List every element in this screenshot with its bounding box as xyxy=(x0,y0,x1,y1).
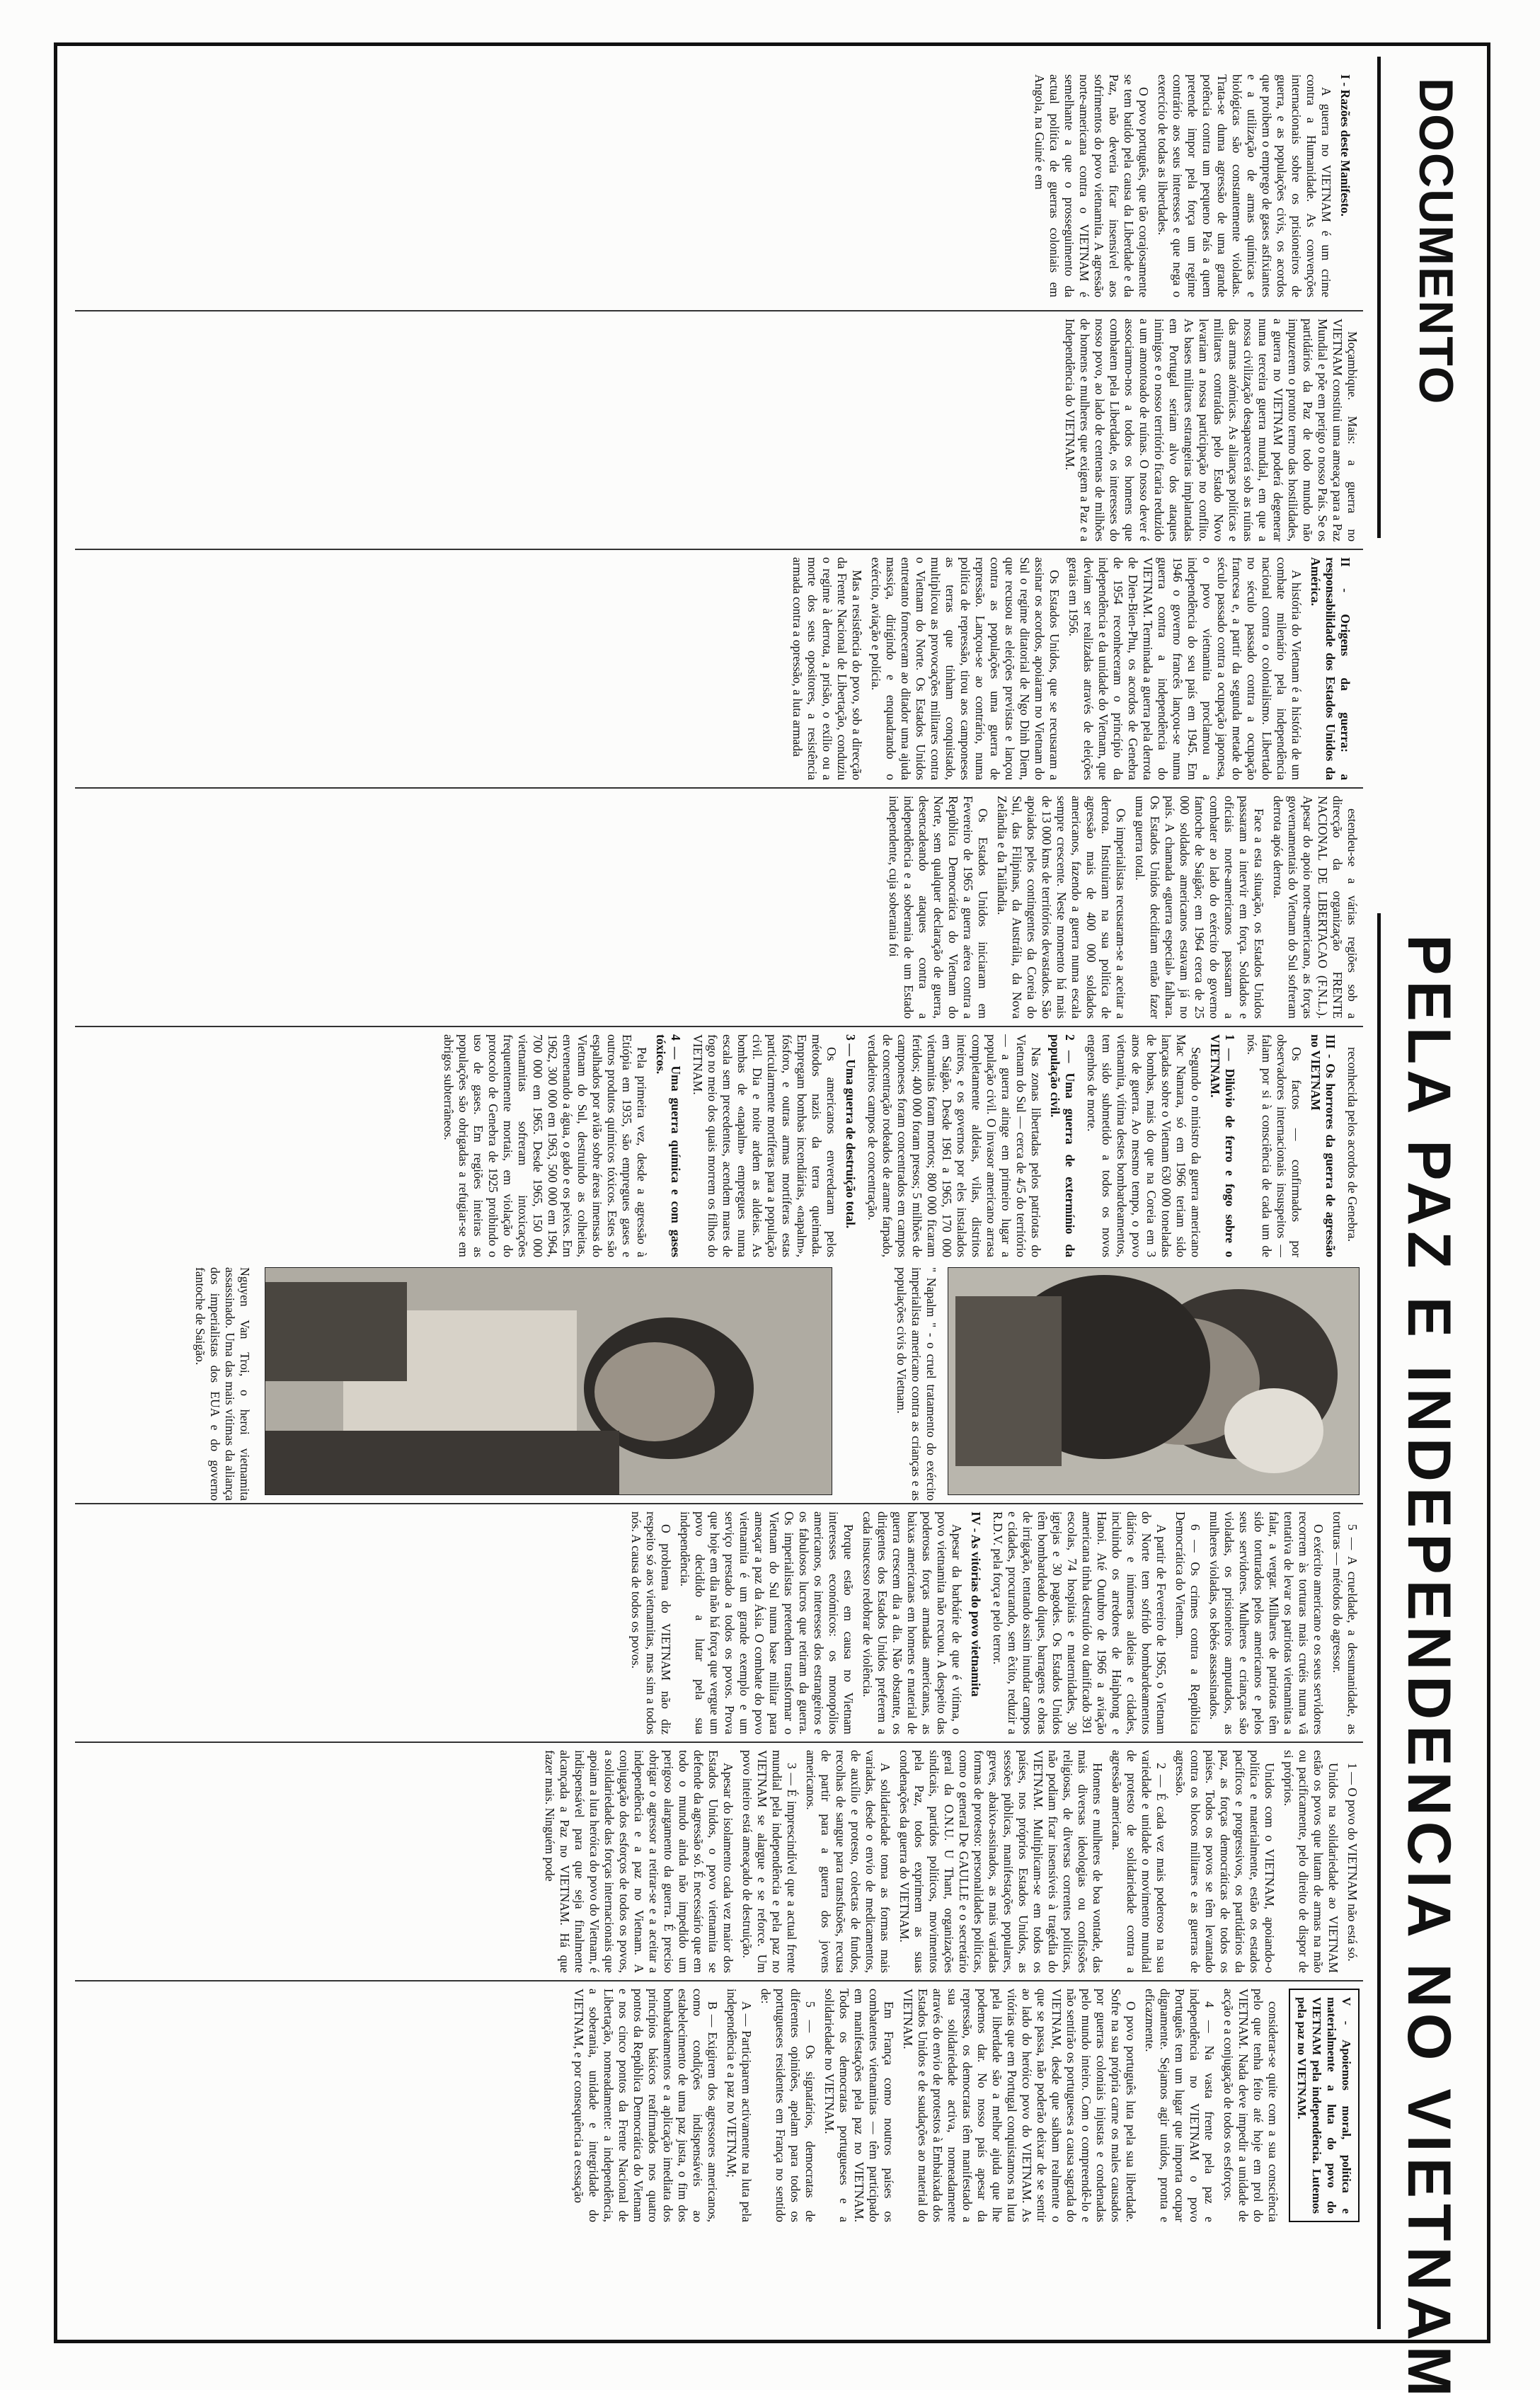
paragraph: estendeu-se a várias regiões sob a direcção da organização FRENTE NACIONAL DE LIBERTACAO (F.N.L.). Apesar do apoio norte-americano, as forças governamentais do Vietnam do Sul sofreram derrota após derrota. xyxy=(1271,796,1360,1019)
paragraph: Segundo o ministro da guerra americano Mac Namara, só em 1966 teriam sido lançadas sobre o Vietnam 630 000 toneladas de bombas, mais do que na Coreia em 3 anos de guerra. Ao mesmo tempo, o povo vietnamita, vítima destes bombardeamentos, tem sido submetido a todos os novos engenhos de morte. xyxy=(1085,1034,1203,1257)
paragraph: Unidos com o VIETNAM, apoiando-o política e materialmente, estão os estados pacíficos e progressivos, os partidários da paz, as forças democráticas de todos os países. Todos os povos se têm levantado contra os blocos militares e as guerras de agressão. xyxy=(1173,1750,1277,1973)
paragraph: Face a esta situação, os Estados Unidos passaram a intervir em força. Soldados e oficiais norte-americanos passaram a combater ao lado do exército do governo fantoche de Saigão; em 1964 cerca de 25 000 soldados americanos estavam já no país. A chamada «guerra especial» falhara. Os Estados Unidos decidiram então fazer uma guerra total. xyxy=(1133,796,1266,1019)
section-subheading: II - Origens da guerra: a responsabilidade dos Estados Unidos da América. xyxy=(1309,557,1352,780)
boxed-appeal: V - Apoiemos moral, política e materialmente a luta do povo do VIETNAM pela independência. Lutemos pela paz no VIETNAM. xyxy=(1289,1989,1360,2222)
paragraph: 6 — Os crimes contra a República Democrática do Vietnam. xyxy=(1173,1511,1202,1734)
article-column xyxy=(79,74,1360,297)
section-subheading: 1 — Dilúvio de ferro e fogo sobre o VIETNAM. xyxy=(1208,1034,1237,1257)
portrait-photo xyxy=(265,1267,832,1495)
paragraph: 2 — É cada vez mais poderoso na sua variedade e unidade o movimento mundial de protesto de solidariedade contra a agressão americana. xyxy=(1110,1750,1168,1973)
paragraph: O exército americano e os seus servidores recorrem às torturas mais cruéis numa vã tentativa de levar os patriotas vietnamitas a falar, a vergar. Milhares de patriotas têm sido torturados pelos americanos e pelos seus servidores. Mulheres e crianças são violadas, os prisioneiros amputados, as mulheres violadas, os bébés assassinados. xyxy=(1207,1511,1326,1734)
paragraph: Apesar da barbárie de que é vítima, o povo vietnamita não recuou. A despeito das poderosas forças armadas americanas, as baixas americanas em homens e material de guerra crescem dia a dia. Não obstante, os dirigentes dos Estados Unidos preferem a cada insucesso redobrar de violência. xyxy=(861,1511,964,1734)
paragraph: Moçambique. Mais: a guerra no VIETNAM constitui uma ameaça para a Paz Mundial e põe em perigo o nosso País. Se os partidários da Paz de todo mundo não impuzerem o pronto termo das hostilidades, a guerra no VIETNAM poderá degenerar numa terceira guerra mundial, em que a nossa civilização desaparecerá sob as ruínas das armas atómicas. As alianças políticas e militares contraídas pelo Estado Novo levariam a nossa participação no conflito. As bases militares estrangeiras implantadas em Portugal seriam alvo dos ataques inimigos e o nosso território ficaria reduzido a um amontoado de ruínas. O nosso dever é associarmo-nos a todos os homens que combatem pela Liberdade, os interesses do nosso povo, ao lado de centenas de milhões de homens e mulheres que exigem a Paz e a Independência do VIETNAM. xyxy=(1063,319,1360,542)
paragraph: Os americanos enveredaram pelos métodos nazis da terra queimada. Empregam bombas incendiárias, «napalm», fósforo, e outras armas mortíferas estas particularmente mortíferas para a população civil. Dia e noite ardem as aldeias. As bombas de «napalm» empregues numa escala sem precedentes, acendem mares de fogo no meio dos quais morrem os filhos do VIETNAM. xyxy=(691,1034,839,1257)
article-column xyxy=(79,1034,1360,1257)
paragraph: Unidos na solidariedade ao VIETNAM estão os povos que lutam de armas na mão ou pacificamente, pelo direito de dispor de si próprios. xyxy=(1282,1750,1340,1973)
paragraph: Os factos — confirmados por observadores internacionais insuspeitos — falam por si à consciência de cada um de nós. xyxy=(1245,1034,1304,1257)
section-subheading: III - Os horrores da guerra de agressão no VIETNAM xyxy=(1309,1034,1338,1257)
column-rule xyxy=(75,1026,1363,1027)
paragraph: Nas zonas libertadas pelos patriotas do Vietnam do Sul — cerca de 4/5 do território — a guerra atinge em primeiro lugar a população civil. O invasor americano arrasa completamente aldeias, vilas, distritos inteiros, e os governos por eles instalados em Saigão. Desde 1961 a 1965, 170 000 vietnamitas foram mortos; 800 000 ficaram feridos; 400 000 foram presos; 5 milhões de camponeses foram concentrados em campos de concentração rodeados de arame farpado, verdadeiros campos de concentração. xyxy=(866,1034,1043,1257)
section-heading: DOCUMENTO xyxy=(1409,78,1463,406)
paragraph: Os imperialistas recusaram-se a aceitar a derrota. Instituiram na sua política de agressão mais de 400 000 soldados americanos, fazendo a guerra numa escala sempre crescente. Neste momento há mais de 13 000 kms de territórios devastados. São apoiados pelos contingentes da Coreia do Sul, das Filipinas, da Austrália, da Nova Zelândia e da Tailândia. xyxy=(995,796,1128,1019)
paragraph: considerar-se quite com a sua consciência pelo que tenha feito até hoje em prol do VIETNAM. Nada deve impedir a unidade de acção e a conjugação de todos os esforços. xyxy=(1222,1989,1280,2222)
paragraph: Os Estados Unidos iniciaram em Fevereiro de 1965 a guerra aérea contra a República Democrática do Vietnam do Norte, sem qualquer declaração de guerra, desencadeando ataques contra a independência e a soberania de um Estado independente, cuja soberania foi xyxy=(887,796,990,1019)
photo-caption: Nguyen Van Troi, o heroi vietnamita assassinado. Uma das mais vítimas da aliança dos imperialistas dos EUA e do governo fantoche de Saigão. xyxy=(193,1267,252,1501)
column-rule xyxy=(75,787,1363,789)
paragraph: 5 — A crueldade, a desumanidade, as torturas — métodos do agressor. xyxy=(1331,1511,1360,1734)
column-rule xyxy=(75,1742,1363,1743)
photo-caption: " Napalm " - o cruel tratamento do exército imperialista americano contra as crianças e as populações civis do Vietnam. xyxy=(895,1267,938,1501)
masthead-rule xyxy=(1377,57,1381,538)
paragraph: O povo português luta pela sua liberdade. Sofre na sua própria carne os males causados por guerras coloniais injustas e condenadas pelo mundo inteiro. Com o compreendê-lo e não sentirão os portugueses a causa sagrada do VIETNAM, desde que saibam realmente o que se passa, não poderão deixar de se sentir ao lado do heróico povo do VIETNAM. As vitórias que em Portugal conquistamos na luta pela liberdade são a melhor ajuda que lhe podemos dar. No nosso país apesar da repressão, os democratas têm manifestado a sua solidariedade activa, nomeadamente através do envio de protestos à Embaixada dos Estados Unidos e de saudações ao material do VIETNAM. xyxy=(901,1989,1138,2222)
paragraph: O povo português, que tão corajosamente se tem batido pela causa da Liberdade e da Paz, não deveria ficar insensível aos sofrimentos do povo vietnamita. A agressão norte-americana contra o VIETNAM é semelhante a que o prosseguimento da actual política de guerras coloniais em Angola, na Guiné e em xyxy=(1033,74,1151,297)
paragraph: Os Estados Unidos, que se recusaram a assinar os acordos, apoiaram no Vietnam do Sul o regime ditatorial de Ngo Dinh Diem, que recusou as eleições previstas e lançou contra as populações uma guerra de repressão. Lançou-se ao contrário, numa política de repressão, tirou aos camponeses as terras que tinham conquistado, multiplicou as provocações militares contra o Vietnam do Norte. Os Estados Unidos entretanto forneceram ao ditador uma ajuda massiça, dirigindo e enquadrando o exército, aviação e polícia. xyxy=(869,557,1062,780)
masthead-rule xyxy=(1377,913,1381,2329)
paragraph: 4 — Na vasta frente pela paz e independência no VIETNAM o povo Português tem um lugar que importa ocupar dignamente. Sejamos agir unidos, pronta e eficazmente. xyxy=(1143,1989,1217,2222)
paragraph: A guerra no VIETNAM é um crime contra a Humanidade. As convenções internacionais sobre os prisioneiros de guerra, e as populações civis, os acordos que proibem o emprego de gases asfixiantes e a utilização de armas químicas e biológicas são constantemente violadas. Trata-se duma agressão de uma grande potência contra um pequeno País a quem pretende impor pela força um regime contrário aos seus interesses e que nega o exercício de todas as liberdades. xyxy=(1156,74,1333,297)
column-rule xyxy=(75,1980,1363,1981)
paragraph: 3 — É imprescindível que a actual frente mundial pela independência e pela paz no VIETNAM se alargue e se reforce. Um povo inteiro está ameaçado de destruição. xyxy=(740,1750,799,1973)
section-subheading: IV - As vitórias do povo vietnamita xyxy=(969,1511,983,1697)
article-column xyxy=(79,557,1360,780)
main-headline: PELA PAZ E INDEPENDENCIA NO VIETNAM xyxy=(1395,934,1463,2402)
section-subheading: 2 — Uma guerra de extermínio da população civil. xyxy=(1048,1034,1077,1257)
article-column xyxy=(79,319,1360,542)
paragraph: Homens e mulheres de boa vontade, das mais diversas ideologias ou confissões religiosas, de diversas correntes políticas, não podiam ficar insensíveis à tragédia do VIETNAM. Multiplicam-se em todos os países, nos próprios Estados Unidos, as sessões públicas, manifestações populares, greves, abaixo-assinados, as mais variadas formas de protesto: personalidades políticas, como o general De GAULLE e o secretário geral da O.N.U. U Thant, organizações sindicais, partidos políticos, movimentos pela Paz, todos exprimem as suas condenações da guerra do VIETNAM. xyxy=(897,1750,1105,1973)
article-column xyxy=(79,1750,1360,1973)
paragraph: Mas a resistência do povo, sob a direcção da Frente Nacional de Libertação, conduziu o regime à derrota, a prisão, o exílio ou a morte dos seus opositores, a resistência armada contra a opressão, a luta armada xyxy=(791,557,864,780)
paragraph: A — Participarem activamente na luta pela independência e a paz no VIETNAM; xyxy=(725,1989,754,2222)
article-column xyxy=(79,796,1360,1019)
paragraph: O problema do VIETNAM não diz respeito só aos vietnamitas, mas sim a todos nós. A causa de todos os povos. xyxy=(629,1511,673,1734)
section-subheading: 3 — Uma guerra de destruição total. xyxy=(844,1034,858,1229)
paragraph: 5 — Os signatários, democratas de diferentes opiniões, apelam para todos os portugueses residentes em França no sentido de: xyxy=(759,1989,817,2222)
article-column xyxy=(79,1511,1360,1734)
paragraph: A solidariedade toma as formas mais variadas, desde o envio de medicamentos, de auxílio e protesto, colectas de fundos, recolhas de sangue para transfusões, recusa de partir para a guerra dos jovens americanos. xyxy=(804,1750,892,1973)
paragraph: reconhecida pelos acordos de Genebra. xyxy=(1345,1047,1360,1242)
section-subheading: 4 — Uma guerra química e com gases tóxicos. xyxy=(654,1034,683,1257)
article-column xyxy=(79,1989,1360,2222)
paragraph: Apesar do isolamento cada vez maior dos Estados Unidos, o povo vietnamita se defende da agressão só. É necessário que em todo o mundo ainda não impedido um perigoso alargamento da guerra. É preciso obrigar o agressor a retirar-se e a aceitar a independência e a paz no Vietnam. A conjugação dos esforços de todos os povos, a solidariedade das forças internacionais que apoiam a luta heróica do povo do Vietnam, é indispensável para que seja finalmente alcançada a Paz no VIETNAM. Há que fazer mais. Ninguém pode xyxy=(543,1750,735,1973)
napalm-photo xyxy=(948,1267,1360,1495)
column-rule xyxy=(75,549,1363,550)
paragraph: Pela primeira vez, desde a agressão à Etiópia em 1935, são empregues gases e outros produtos químicos tóxicos. Estes são espalhados por avião sobre áreas imensas do Vietnam do Sul, destruindo as colheitas, envenenando a água, o gado e os peixes. Em 1962, 300 000 em 1963, 500 000 em 1964, 700 000 em 1965. Desde 1965, 150 000 vietnamitas sofreram intoxicações frequentemente mortais, em violação do protocolo de Genebra de 1925 proibindo o uso de gases. Em regiões inteiras as populações são obrigadas a refugiar-se em abrigos subterrâneos. xyxy=(442,1034,649,1257)
paragraph: Em França como noutros países os combatentes vietnamitas — têm participado em manifestações pela paz no VIETNAM. Todos os democratas portugueses e a solidariedade no VIETNAM. xyxy=(822,1989,896,2222)
column-rule xyxy=(75,1503,1363,1504)
paragraph: A partir de Fevereiro de 1965, o Vietnam do Norte tem sofrido bombardeamentos diários e inúmeras aldeias e cidades, incluindo os arredores de Haiphong e Hanoi. Até Outubro de 1966 a aviação americana tinha destruído ou danificado 391 escolas, 74 hospitais e maternidades, 30 igrejas e 30 pagodes. Os Estados Unidos têm bombardeado diques, barragens e obras de irrigação, tentando assim inundar campos e cidades, procurando, sem êxito, reduzir a R.D.V. pela força e pelo terror. xyxy=(991,1511,1168,1734)
section-subheading: I - Razões deste Manifesto. xyxy=(1338,74,1352,217)
paragraph: 1 — O povo do VIETNAM não está só. xyxy=(1345,1763,1360,1962)
column-rule xyxy=(75,310,1363,311)
paragraph: A história do Vietnam é a história de um combate milenário pela independência nacional contra o colonialismo. Libertado no século passado contra a ocupação francesa e, a partir da segunda metade do século passado contra a ocupação japonesa, o povo vietnamita proclamou a independência do seu país em 1945. Em 1946 o governo francês lançou-se numa guerra contra a independência do VIETNAM. Terminada a guerra pela derrota de Dien-Bien-Phu, os acordos de Genebra de 1954 reconheceram o princípio da independência e da unidade do Vietnam, que deviam ser realizadas através de eleições gerais em 1956. xyxy=(1067,557,1304,780)
paragraph: B — Exigirem dos agressores americanos, como condições indispensáveis ao estabelecimento de uma paz justa, o fim dos bombardeamentos e a aplicação imediata dos princípios básicos reafirmados nos quatro pontos da República Democrática do Vietnam e nos cinco pontos da Frente Nacional de Libertação, nomeadamente: a independência, a soberania, unidade e integridade do VIETNAM, e por consequência a cessação xyxy=(572,1989,720,2222)
paragraph: Porque estão em causa no Vietnam interesses económicos: os monopólios americanos, os interesses dos estrangeiros e os fabulosos lucros que retiram da guerra. Os imperialistas pretendem transformar o Vietnam do Sul numa base militar para ameaçar a paz da Ásia. O combate do povo vietnamita é um grande exemplo e um serviço prestado a todos os povos. Prova que hoje em dia não há força que vergue um povo decidido a lutar pela sua independência. xyxy=(678,1511,856,1734)
